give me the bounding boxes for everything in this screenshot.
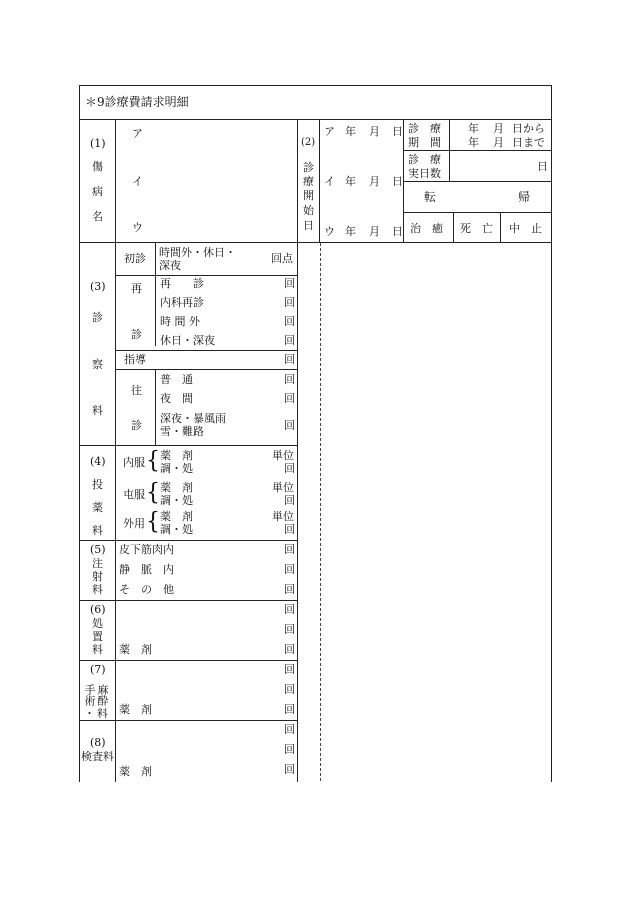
brace-icon: { bbox=[146, 447, 160, 474]
outcome-stopped: 中 止 bbox=[509, 222, 542, 235]
period-to-year: 年 bbox=[468, 136, 479, 149]
treatment-unit: 回 bbox=[284, 603, 295, 616]
brace-icon: { bbox=[146, 479, 160, 506]
exam-oushin-label: 普 通 bbox=[160, 373, 193, 386]
disease-item-i: イ bbox=[132, 175, 143, 188]
exam-saishin-label: 再 診 bbox=[160, 277, 204, 290]
drug-group-line1: 薬 剤 bbox=[160, 481, 193, 494]
exam-label-1: 診 bbox=[92, 311, 103, 324]
outcome-cured: 治 癒 bbox=[410, 222, 443, 235]
period-from-day: 日から bbox=[512, 122, 545, 135]
exam-saishin-b: 診 bbox=[131, 328, 142, 341]
disease-label-3: 名 bbox=[92, 210, 103, 223]
disease-label-2: 病 bbox=[92, 185, 103, 198]
injection-label-1: 注 bbox=[92, 557, 103, 570]
start-row-letter: ア bbox=[324, 125, 335, 138]
test-label: 検査料 bbox=[81, 750, 114, 763]
drug-group-name: 内服 bbox=[123, 456, 145, 469]
surgery-label-ryo: 料 bbox=[97, 707, 108, 720]
drug-group-unit2: 回 bbox=[284, 462, 295, 475]
brace-icon: { bbox=[146, 508, 160, 535]
start-row-day: 日 bbox=[392, 225, 403, 238]
exam-saishin-label: 時 間 外 bbox=[160, 315, 200, 328]
injection-label: そ の 他 bbox=[119, 583, 174, 596]
start-row-letter: ウ bbox=[324, 225, 335, 238]
period-from-month: 月 bbox=[493, 122, 504, 135]
period-to-day: 日まで bbox=[512, 136, 545, 149]
start-label-1: 診 bbox=[303, 161, 314, 174]
start-row-day: 日 bbox=[392, 125, 403, 138]
treatment-unit: 回 bbox=[284, 623, 295, 636]
exam-shido: 指導 bbox=[124, 353, 146, 366]
exam-saishin-unit: 回 bbox=[284, 315, 295, 328]
exam-number: (3) bbox=[90, 280, 106, 293]
exam-saishin-unit: 回 bbox=[284, 277, 295, 290]
drug-group-line1: 薬 剤 bbox=[160, 510, 193, 523]
surgery-label-dot: ・ bbox=[84, 707, 95, 720]
drug-group-unit1: 単位 bbox=[272, 481, 294, 494]
treatment-number: (6) bbox=[90, 603, 106, 616]
outcome-header-b: 帰 bbox=[518, 190, 531, 204]
exam-oushin-unit: 回 bbox=[284, 373, 295, 386]
surgery-number: (7) bbox=[90, 663, 106, 676]
exam-oushin-last-unit: 回 bbox=[284, 419, 295, 432]
drug-number: (4) bbox=[90, 455, 106, 468]
injection-unit: 回 bbox=[284, 563, 295, 576]
disease-label-1: 傷 bbox=[92, 160, 103, 173]
exam-saishin-unit: 回 bbox=[284, 296, 295, 309]
exam-saishin-label: 内科再診 bbox=[160, 296, 204, 309]
surgery-label-col1: 手術 bbox=[83, 684, 96, 706]
days-label-1: 診 療 bbox=[408, 153, 441, 166]
drug-group-line1: 薬 剤 bbox=[160, 449, 193, 462]
exam-shido-unit: 回 bbox=[284, 353, 295, 366]
treatment-unit: 回 bbox=[284, 643, 295, 656]
start-label-5: 日 bbox=[303, 219, 314, 232]
surgery-unit: 回 bbox=[284, 703, 295, 716]
start-label-3: 開 bbox=[303, 189, 314, 202]
period-from-year: 年 bbox=[468, 122, 479, 135]
drug-label-3: 料 bbox=[92, 524, 103, 537]
period-to-month: 月 bbox=[493, 136, 504, 149]
test-unit: 回 bbox=[284, 763, 295, 776]
drug-group-unit1: 単位 bbox=[272, 449, 294, 462]
treatment-label-3: 料 bbox=[92, 643, 103, 656]
outcome-died: 死 亡 bbox=[460, 222, 493, 235]
drug-group-unit2: 回 bbox=[284, 523, 295, 536]
exam-oushin-label: 夜 間 bbox=[160, 392, 193, 405]
surgery-drug: 薬 剤 bbox=[119, 703, 152, 716]
start-row-month: 月 bbox=[369, 175, 380, 188]
start-label-4: 始 bbox=[303, 204, 314, 217]
exam-oushin-a: 往 bbox=[131, 384, 142, 397]
drug-group-name: 屯服 bbox=[123, 488, 145, 501]
days-label-2: 実日数 bbox=[408, 167, 441, 180]
form-title: ＊9診療費請求明細 bbox=[85, 95, 189, 109]
start-number: (2) bbox=[301, 137, 316, 148]
exam-oushin-last-1: 深夜・暴風雨 bbox=[160, 412, 226, 425]
exam-shoshin-unit: 回点 bbox=[271, 252, 293, 265]
exam-oushin-unit: 回 bbox=[284, 392, 295, 405]
exam-shoshin: 初診 bbox=[124, 252, 146, 265]
injection-unit: 回 bbox=[284, 583, 295, 596]
period-label-1: 診 療 bbox=[408, 122, 441, 135]
surgery-unit: 回 bbox=[284, 663, 295, 676]
test-drug: 薬 剤 bbox=[119, 765, 152, 778]
start-row-year: 年 bbox=[345, 175, 356, 188]
test-unit: 回 bbox=[284, 723, 295, 736]
start-row-month: 月 bbox=[369, 125, 380, 138]
drug-group-name: 外用 bbox=[123, 517, 145, 530]
drug-group-line2: 調・処 bbox=[160, 462, 193, 475]
start-row-year: 年 bbox=[345, 125, 356, 138]
start-row-day: 日 bbox=[392, 175, 403, 188]
injection-number: (5) bbox=[90, 543, 106, 556]
start-row-year: 年 bbox=[345, 225, 356, 238]
injection-label: 皮下筋肉内 bbox=[119, 543, 174, 556]
period-label-2: 期 間 bbox=[408, 136, 441, 149]
days-unit: 日 bbox=[537, 160, 548, 173]
drug-label-1: 投 bbox=[92, 478, 103, 491]
start-row-month: 月 bbox=[369, 225, 380, 238]
treatment-drug: 薬 剤 bbox=[119, 643, 152, 656]
treatment-label-2: 置 bbox=[92, 630, 103, 643]
treatment-label-1: 処 bbox=[92, 617, 103, 630]
injection-label-3: 料 bbox=[92, 583, 103, 596]
exam-shoshin-item-1: 時間外・休日・ bbox=[159, 246, 236, 259]
exam-shoshin-item-2: 深夜 bbox=[159, 259, 181, 272]
exam-oushin-last-2: 雪・難路 bbox=[160, 425, 204, 438]
surgery-unit: 回 bbox=[284, 683, 295, 696]
drug-group-line2: 調・処 bbox=[160, 523, 193, 536]
start-label-2: 療 bbox=[303, 175, 314, 188]
drug-group-unit2: 回 bbox=[284, 494, 295, 507]
outcome-header-a: 転 bbox=[424, 190, 437, 204]
exam-label-2: 察 bbox=[92, 358, 103, 371]
disease-number: (1) bbox=[90, 137, 106, 150]
test-number: (8) bbox=[90, 736, 106, 749]
injection-unit: 回 bbox=[284, 543, 295, 556]
exam-saishin-a: 再 bbox=[131, 282, 142, 295]
exam-oushin-b: 診 bbox=[131, 419, 142, 432]
start-row-letter: イ bbox=[324, 175, 335, 188]
drug-group-line2: 調・処 bbox=[160, 494, 193, 507]
test-unit: 回 bbox=[284, 743, 295, 756]
exam-label-3: 料 bbox=[92, 404, 103, 417]
injection-label: 静 脈 内 bbox=[119, 563, 174, 576]
drug-group-unit1: 単位 bbox=[272, 510, 294, 523]
drug-label-2: 薬 bbox=[92, 501, 103, 514]
injection-label-2: 射 bbox=[92, 570, 103, 583]
exam-saishin-unit: 回 bbox=[284, 334, 295, 347]
exam-saishin-label: 休日・深夜 bbox=[160, 334, 215, 347]
surgery-label-col2: 麻酔 bbox=[96, 684, 109, 706]
disease-item-u: ウ bbox=[132, 221, 143, 234]
disease-item-a: ア bbox=[132, 127, 143, 140]
